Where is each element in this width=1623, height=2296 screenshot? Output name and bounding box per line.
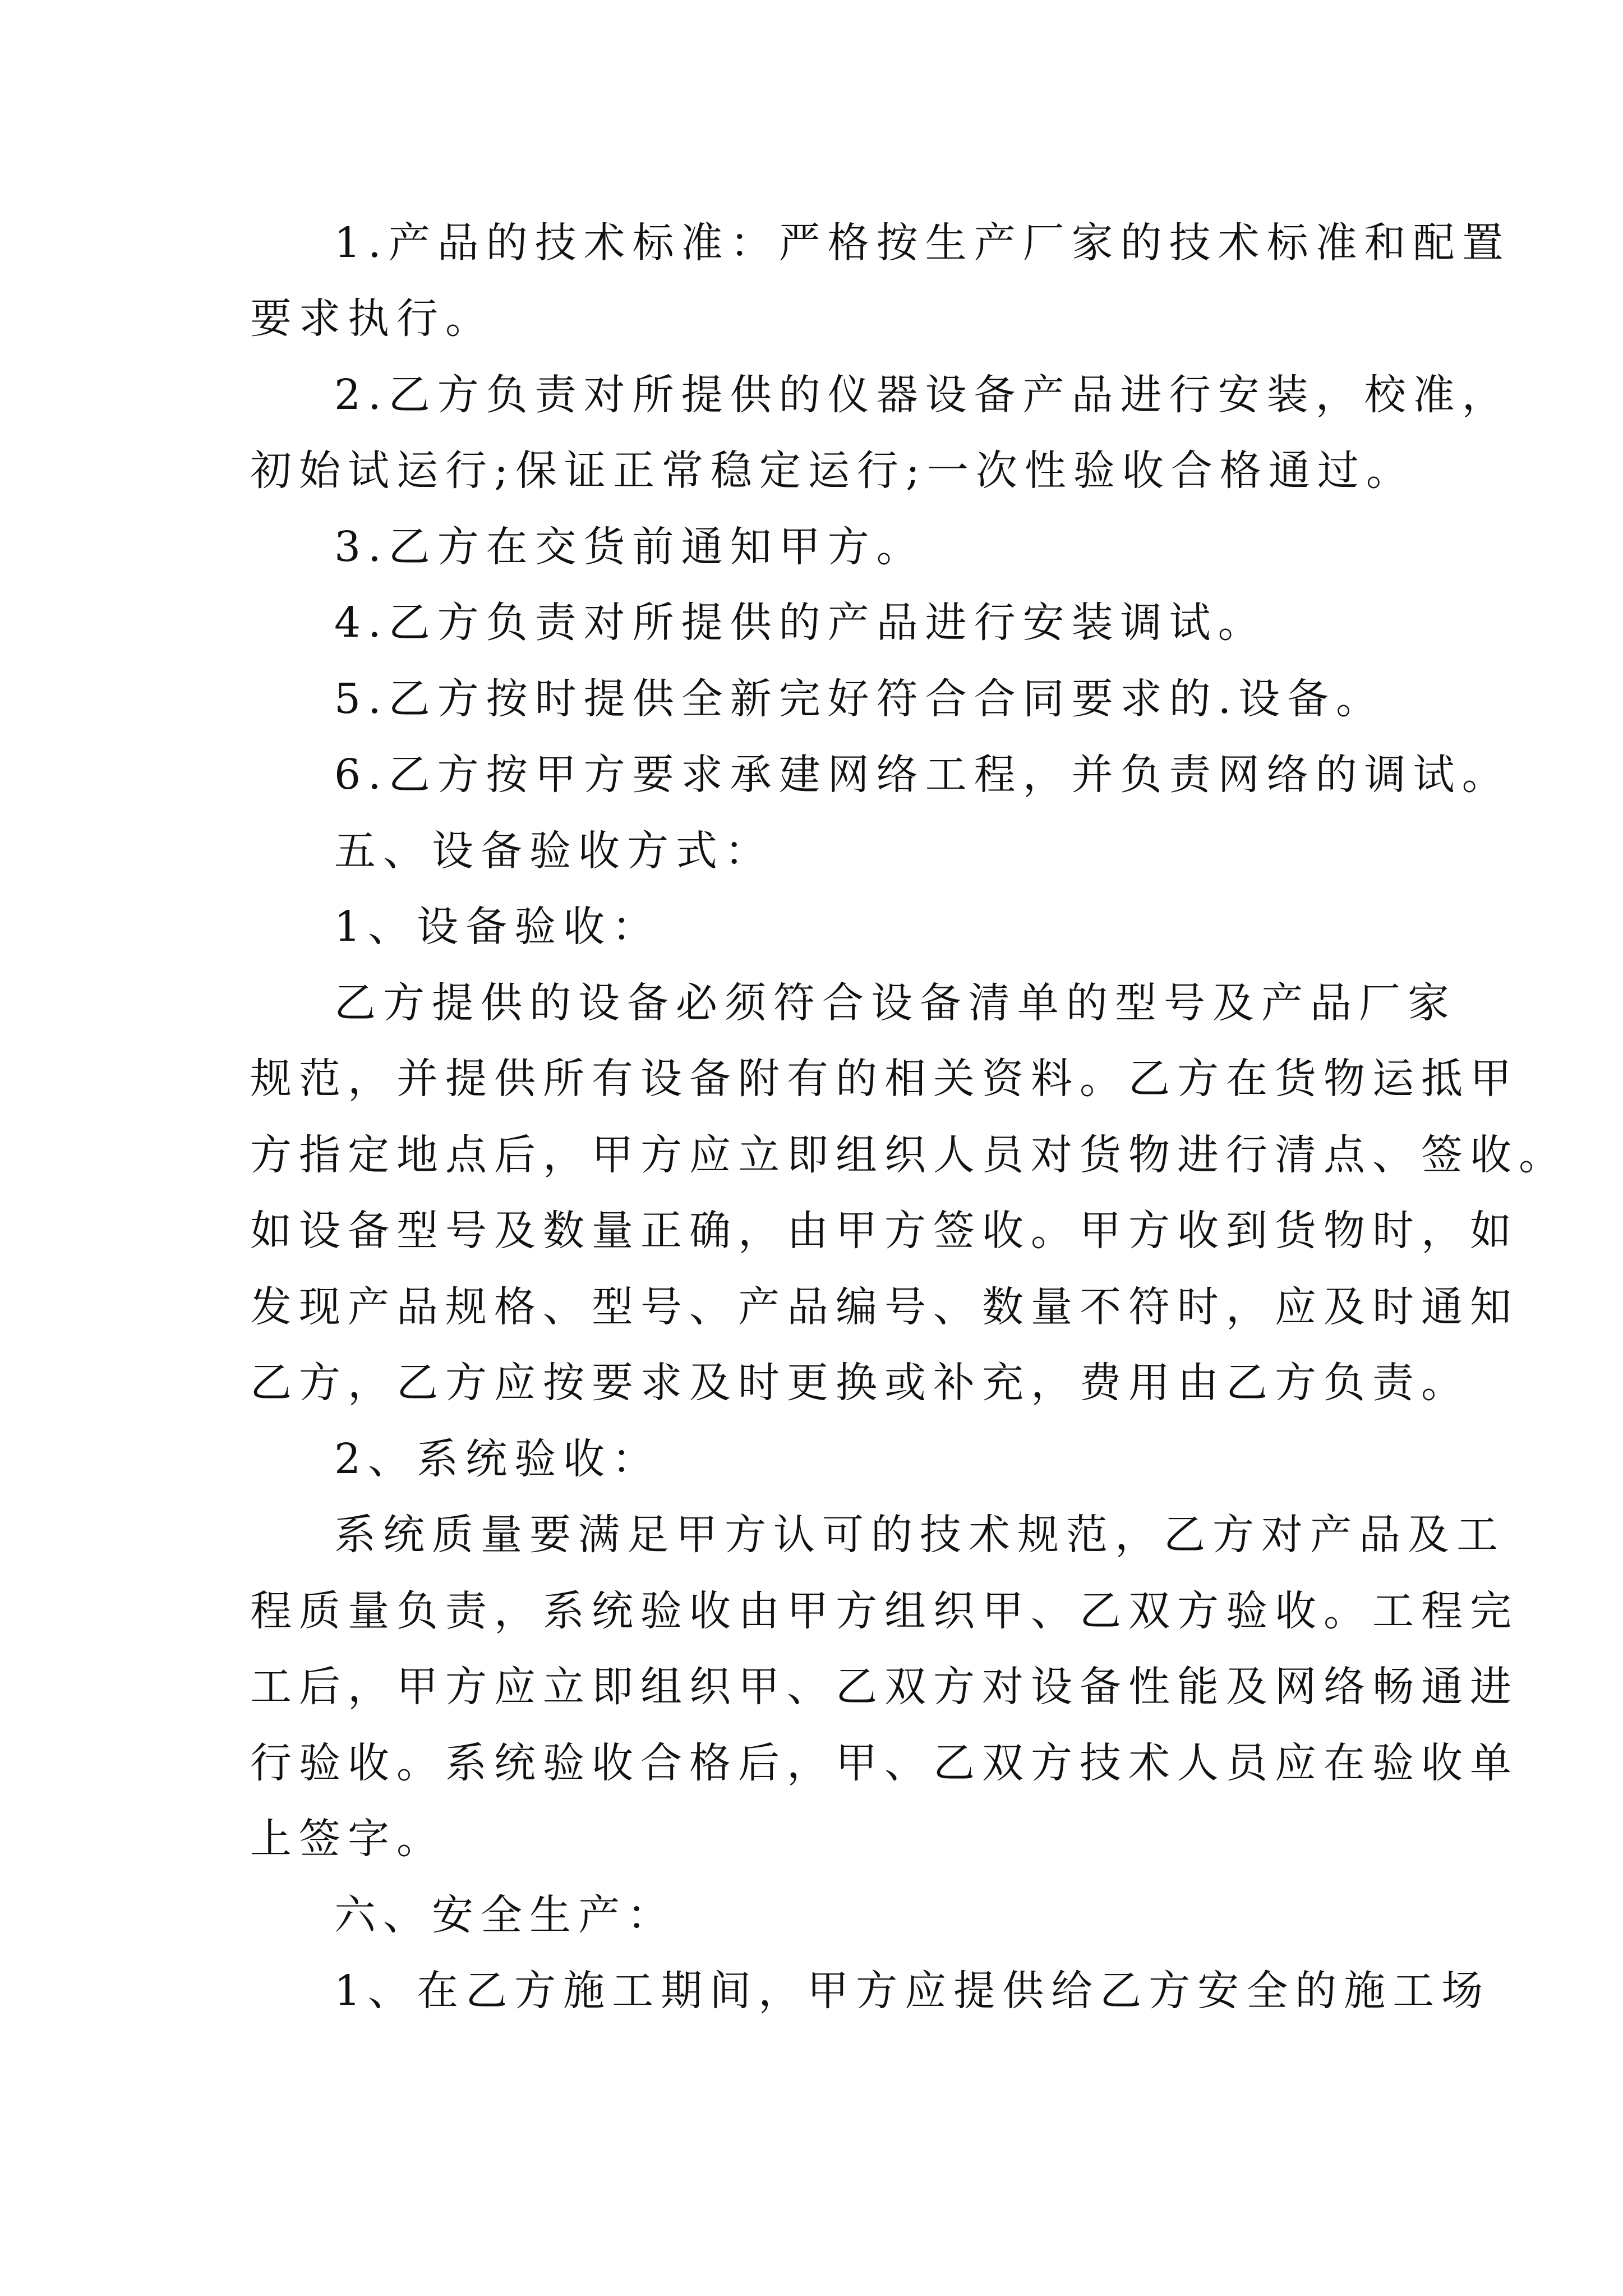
paragraph-line: 工后，甲方应立即组织甲、乙双方对设备性能及网络畅通进 [250,1663,1519,1711]
section-heading: 五、设备验收方式： [334,827,773,875]
paragraph-line: 如设备型号及数量正确，由甲方签收。甲方收到货物时，如 [250,1207,1519,1255]
paragraph-line: 初始试运行;保证正常稳定运行;一次性验收合格通过。 [250,447,1415,495]
paragraph-line: 2.乙方负责对所提供的仪器设备产品进行安装，校准， [334,371,1511,419]
paragraph-line: 发现产品规格、型号、产品编号、数量不符时，应及时通知 [250,1283,1519,1331]
paragraph-line: 系统质量要满足甲方认可的技术规范，乙方对产品及工 [334,1511,1505,1559]
paragraph-line: 1、在乙方施工期间，甲方应提供给乙方安全的施工场 [334,1967,1491,2015]
paragraph-line: 6.乙方按甲方要求承建网络工程，并负责网络的调试。 [334,751,1511,799]
paragraph-line: 程质量负责，系统验收由甲方组织甲、乙双方验收。工程完 [250,1587,1519,1635]
paragraph-line: 乙方提供的设备必须符合设备清单的型号及产品厂家 [334,979,1456,1027]
subsection-heading: 2、系统验收： [334,1435,661,1483]
paragraph-line: 规范，并提供所有设备附有的相关资料。乙方在货物运抵甲 [250,1055,1519,1103]
paragraph-line: 上签字。 [250,1815,445,1863]
paragraph-line: 方指定地点后，甲方应立即组织人员对货物进行清点、签收。 [250,1131,1567,1179]
paragraph-line: 1.产品的技术标准：严格按生产厂家的技术标准和配置 [334,219,1511,267]
paragraph-line: 乙方，乙方应按要求及时更换或补充，费用由乙方负责。 [250,1359,1470,1407]
paragraph-line: 5.乙方按时提供全新完好符合合同要求的.设备。 [334,675,1385,723]
paragraph-line: 要求执行。 [250,295,494,343]
section-heading: 六、安全生产： [334,1891,676,1939]
subsection-heading: 1、设备验收： [334,903,661,951]
paragraph-line: 行验收。系统验收合格后，甲、乙双方技术人员应在验收单 [250,1739,1519,1787]
paragraph-line: 3.乙方在交货前通知甲方。 [334,523,925,571]
paragraph-line: 4.乙方负责对所提供的产品进行安装调试。 [334,599,1267,647]
